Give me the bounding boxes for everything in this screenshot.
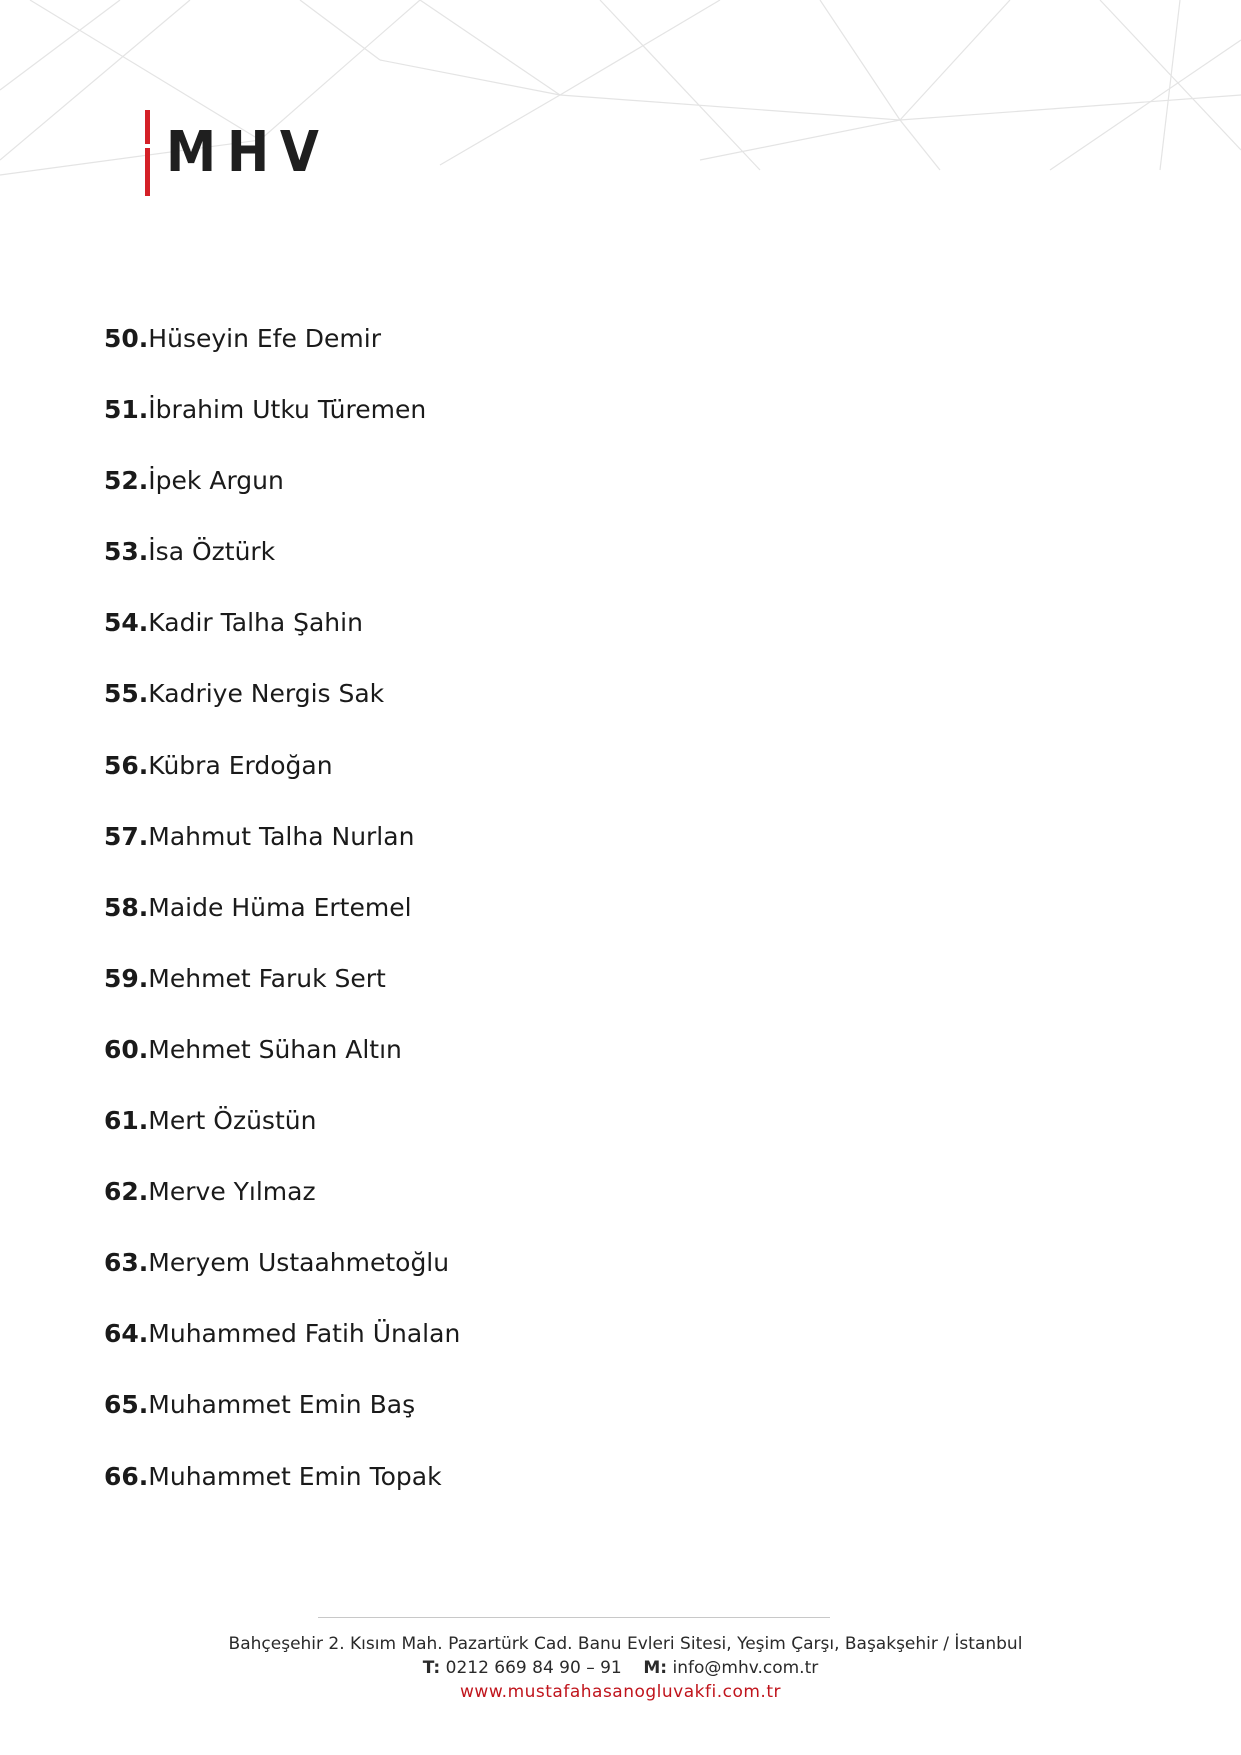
item-name: Merve Yılmaz: [148, 1177, 316, 1207]
item-name: İpek Argun: [148, 466, 284, 496]
list-item: [104, 602, 460, 673]
list-item: [104, 1171, 460, 1242]
item-number: 65.: [104, 1390, 149, 1420]
item-number: 54.: [104, 608, 149, 638]
item-number: 55.: [104, 679, 149, 709]
mail-label: M:: [643, 1658, 668, 1678]
item-name: Muhammed Fatih Ünalan: [148, 1319, 461, 1349]
item-name: Mahmut Talha Nurlan: [148, 821, 415, 851]
list-item: [104, 531, 460, 602]
item-name: Kübra Erdoğan: [148, 750, 333, 780]
item-name: Mehmet Sühan Altın: [148, 1034, 402, 1064]
list-item: [104, 673, 460, 744]
list-item: [104, 1100, 460, 1171]
item-number: 66.: [104, 1461, 149, 1491]
list-item: [104, 958, 460, 1029]
item-number: 64.: [104, 1319, 149, 1349]
item-name: Hüseyin Efe Demir: [148, 324, 382, 353]
item-number: 58.: [104, 892, 149, 922]
phone-number: 0212 669 84 90 – 91: [445, 1658, 622, 1678]
item-number: 57.: [104, 821, 149, 851]
item-name: Mert Özüstün: [148, 1106, 317, 1136]
item-name: İbrahim Utku Türemen: [148, 395, 427, 425]
item-name: Muhammet Emin Baş: [148, 1390, 416, 1420]
item-name: İsa Öztürk: [148, 537, 276, 567]
list-item: [104, 816, 460, 887]
mhv-logo: [145, 110, 348, 196]
item-number: 63.: [104, 1248, 149, 1278]
list-item: [104, 1313, 460, 1384]
list-item: [104, 460, 460, 531]
footer-divider: [318, 1617, 830, 1618]
logo-text: MHV: [166, 120, 330, 185]
item-number: 52.: [104, 466, 149, 496]
list-item: [104, 887, 460, 958]
item-name: Kadriye Nergis Sak: [148, 679, 385, 709]
item-name: Kadir Talha Şahin: [148, 608, 363, 638]
item-name: Mehmet Faruk Sert: [148, 963, 386, 993]
item-number: 51.: [104, 395, 149, 425]
item-name: Muhammet Emin Topak: [148, 1461, 442, 1491]
mail-address[interactable]: info@mhv.com.tr: [672, 1658, 819, 1678]
item-number: 60.: [104, 1034, 149, 1064]
logo-accent-bar: [145, 110, 150, 196]
item-number: 59.: [104, 963, 149, 993]
item-number: 61.: [104, 1106, 149, 1136]
name-list: [104, 318, 460, 1527]
list-item: [104, 389, 460, 460]
footer-contact: [0, 1656, 1241, 1680]
phone-label: T:: [422, 1658, 441, 1678]
item-number: 56.: [104, 750, 149, 780]
item-name: Meryem Ustaahmetoğlu: [148, 1248, 450, 1278]
item-number: 62.: [104, 1177, 149, 1207]
footer: [0, 1632, 1241, 1704]
footer-website[interactable]: www.mustafahasanogluvakfi.com.tr: [460, 1682, 781, 1702]
list-item: [104, 745, 460, 816]
list-item: [104, 1242, 460, 1313]
list-item: [104, 1384, 460, 1455]
item-number: 50.: [104, 324, 149, 353]
list-item: [104, 1029, 460, 1100]
footer-address: Bahçeşehir 2. Kısım Mah. Pazartürk Cad. Banu Evleri Sitesi, Yeşim Çarşı, Başakşehir / İstanbul: [228, 1634, 1023, 1654]
list-item: [104, 1456, 460, 1527]
item-number: 53.: [104, 537, 149, 567]
item-name: Maide Hüma Ertemel: [148, 892, 412, 922]
list-item: [104, 318, 460, 389]
